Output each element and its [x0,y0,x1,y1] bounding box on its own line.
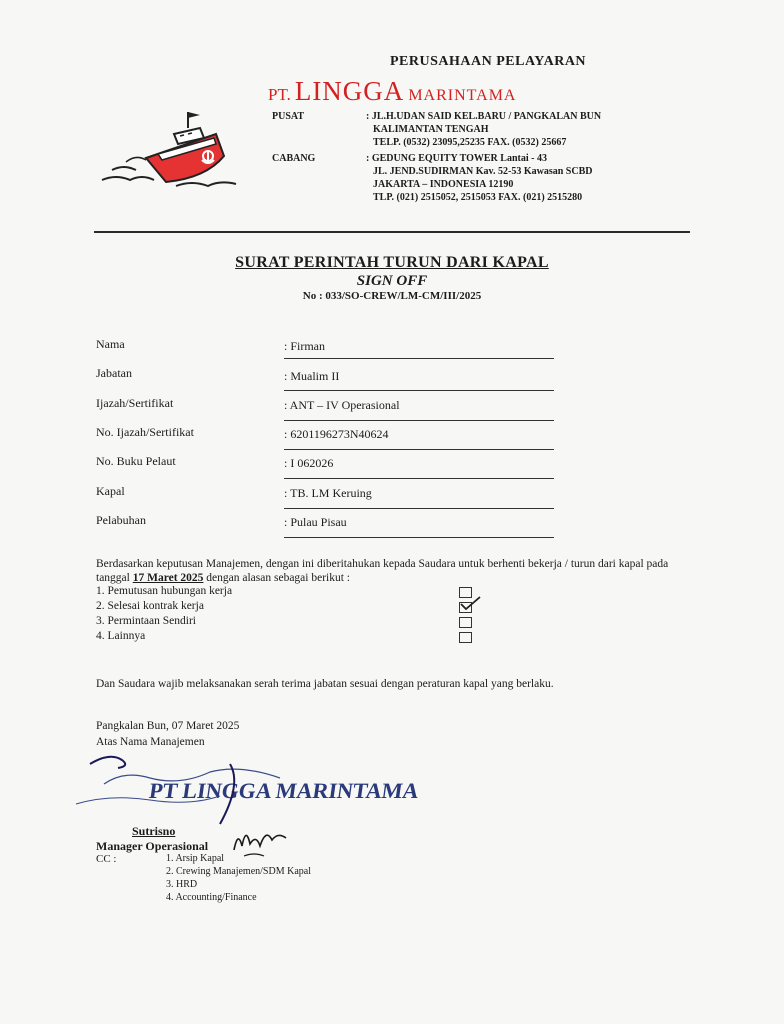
body-paragraph [96,557,696,585]
cc-item: 2. Crewing Manajemen/SDM Kapal [166,866,311,877]
field-label-ijazah: Ijazah/Sertifikat [96,396,174,410]
field-label-kapal: Kapal [96,484,125,498]
field-underline [284,449,554,450]
cabang-address [366,152,592,204]
ship-logo-icon [96,104,246,194]
field-label-nama: Nama [96,337,125,351]
signatory-name: Sutrisno [132,824,176,838]
document-title: SURAT PERINTAH TURUN DARI KAPAL [235,254,549,271]
stamp-text: PT LINGGA MARINTAMA [147,778,421,803]
field-underline [284,478,554,479]
field-underline [284,420,554,421]
company-name-lingga: LINGGA [294,76,405,106]
cabang-line: JAKARTA – INDONESIA 12190 [373,179,514,190]
cabang-line: JL. JEND.SUDIRMAN Kav. 52-53 Kawasan SCBD [373,166,593,177]
option-label: 2. Selesai kontrak kerja [96,600,204,612]
cabang-line: : GEDUNG EQUITY TOWER Lantai - 43 [366,153,547,164]
field-underline [284,358,554,359]
option-label: 1. Pemutusan hubungan kerja [96,585,233,597]
field-value-buku-pelaut: : I 062026 [284,456,334,470]
body-text: dengan alasan sebagai berikut : [203,572,350,584]
field-label-buku-pelaut: No. Buku Pelaut [96,454,176,468]
option-label: 3. Permintaan Sendiri [96,615,196,627]
pusat-line: KALIMANTAN TENGAH [373,124,489,135]
place-date: Pangkalan Bun, 07 Maret 2025 [96,720,240,732]
field-underline [284,508,554,509]
document-subtitle: SIGN OFF [356,273,428,289]
option-label: 4. Lainnya [96,630,146,642]
cc-item: 3. HRD [166,879,198,890]
pusat-address [366,110,601,149]
signatory-role: Manager Operasional [96,839,209,853]
cc-label: CC : [96,853,117,865]
pusat-line: : JL.H.UDAN SAID KEL.BARU / PANGKALAN BUN [366,111,602,122]
cc-item: 4. Accounting/Finance [166,892,257,903]
company-name-marintama: MARINTAMA [408,87,517,104]
field-value-kapal: : TB. LM Keruing [284,486,372,500]
cabang-label: CABANG [272,153,316,164]
pusat-label: PUSAT [272,111,305,122]
field-label-pelabuhan: Pelabuhan [96,513,146,527]
field-value-no-ijazah: : 6201196273N40624 [284,427,389,441]
company-name [268,76,516,107]
on-behalf: Atas Nama Manajemen [96,736,205,748]
field-value-nama: : Firman [284,339,325,353]
header-divider [94,231,690,233]
checkmark-icon [458,596,482,612]
document-number: No : 033/SO-CREW/LM-CM/III/2025 [302,290,482,302]
field-value-ijazah: : ANT – IV Operasional [284,398,400,412]
pusat-line: TELP. (0532) 23095,25235 FAX. (0532) 25667 [373,137,567,148]
field-underline [284,537,554,538]
option-checkbox[interactable] [459,632,472,643]
closing-sentence: Dan Saudara wajib melaksanakan serah terima jabatan sesuai dengan peraturan kapal yang berlaku. [96,678,554,690]
cabang-line: TLP. (021) 2515052, 2515053 FAX. (021) 2515280 [373,192,583,203]
cc-item: 1. Arsip Kapal [166,853,225,864]
body-text: Berdasarkan keputusan Manajemen, dengan ini diberitahukan kepada Saudara untuk berhenti bekerja / turun dari kapal pada tanggal [96,558,669,584]
field-label-no-ijazah: No. Ijazah/Sertifikat [96,425,194,439]
sign-off-date: 17 Maret 2025 [132,572,204,584]
field-label-jabatan: Jabatan [96,366,132,380]
field-value-pelabuhan: : Pulau Pisau [284,515,347,529]
field-value-jabatan: : Mualim II [284,369,340,383]
company-name-pt: PT. [268,85,291,104]
handwritten-signature [230,820,290,862]
option-checkbox[interactable] [459,617,472,628]
field-underline [284,390,554,391]
company-type: PERUSAHAAN PELAYARAN [390,54,587,69]
